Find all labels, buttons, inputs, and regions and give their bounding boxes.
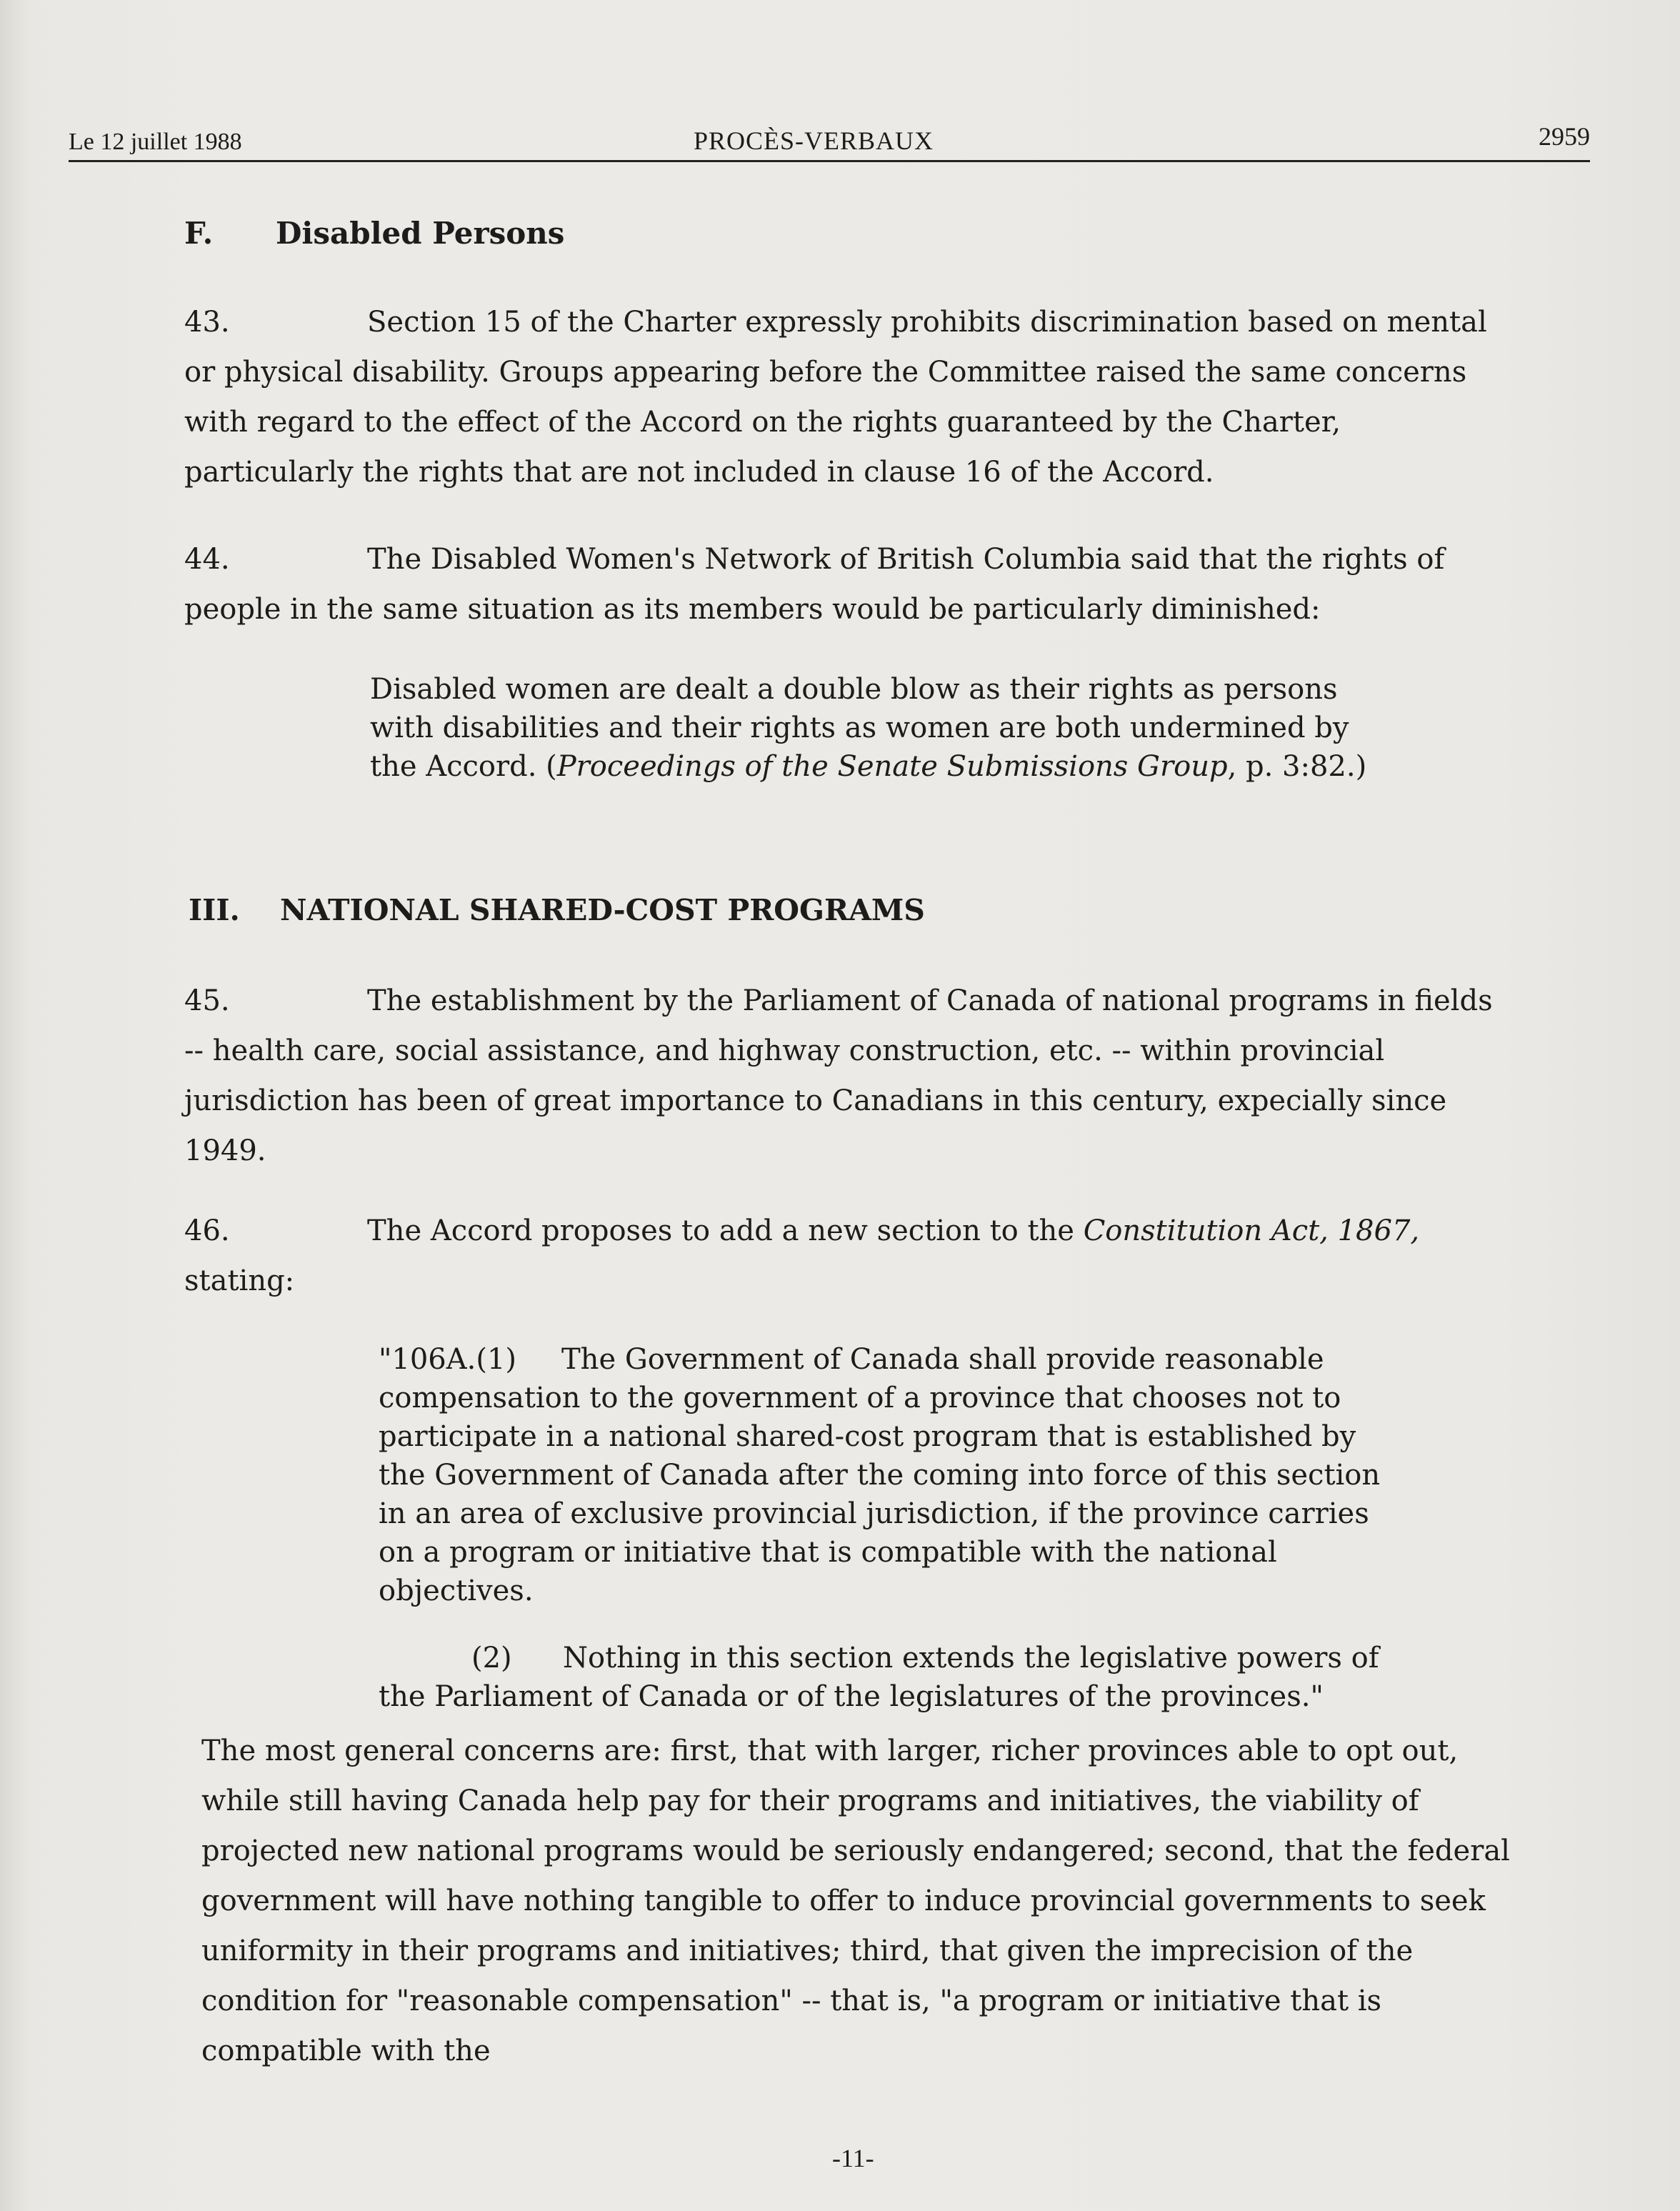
subsection-1 bbox=[379, 1340, 1407, 1610]
paragraph-44 bbox=[184, 534, 1499, 634]
subsection-2-label: (2) bbox=[471, 1642, 512, 1675]
section-f-heading bbox=[184, 216, 564, 251]
act-name: Constitution Act, 1867, bbox=[1083, 1214, 1420, 1247]
page-footer-number: -11- bbox=[832, 2144, 874, 2172]
paragraph-body: or physical disability. Groups appearing before the Committee raised the same concerns with regard to the effect of the Accord on the rights guaranteed by the Charter, particularly the rights that are not included in clause 16 of the Accord. bbox=[184, 356, 1467, 489]
paragraph-number: 46. bbox=[184, 1214, 230, 1247]
paragraph-first-line: The establishment by the Parliament of Canada of national programs in fields bbox=[367, 984, 1493, 1017]
paragraph-number: 43. bbox=[184, 306, 230, 339]
paragraph-body: stating: bbox=[184, 1264, 295, 1297]
paragraph-number: 45. bbox=[184, 984, 230, 1017]
subsection-2-text: Nothing in this section extends the legislative powers of the Parliament of Canada or of the legislatures of the provinces." bbox=[379, 1642, 1379, 1713]
section-f-title: Disabled Persons bbox=[276, 216, 565, 251]
paragraph-body: -- health care, social assistance, and highway construction, etc. -- within provincial jurisdiction has been of great importance to Canadians in this century, expecially since 1949. bbox=[184, 1034, 1447, 1167]
paragraph-first-line: Section 15 of the Charter expressly prohibits discrimination based on mental bbox=[367, 306, 1487, 339]
closing-text: The most general concerns are: first, that with larger, richer provinces able to opt out, while still having Canada help pay for their programs and initiatives, the viability of projected new national programs would be seriously endangered; second, that the federal government will have nothing tangible to offer to induce provincial governments to seek uniformity in their programs and initiatives; third, that given the imprecision of the condition for "reasonable compensation" -- that is, "a program or initiative that is compatible with the bbox=[201, 1735, 1510, 2067]
closing-paragraph bbox=[201, 1726, 1516, 2076]
quote-source: Proceedings of the Senate Submissions Group bbox=[556, 750, 1228, 783]
header-title: PROCÈS-VERBAUX bbox=[694, 126, 934, 155]
subsection-1-text: The Government of Canada shall provide reasonable compensation to the government of a province that chooses not to participate in a national shared-cost program that is established by the Government of Canada after the coming into force of this section in an area of exclusive provincial jurisdiction, if the province carries on a program or initiative that is compatible with the national objectives. bbox=[379, 1343, 1381, 1607]
subsection-2 bbox=[379, 1639, 1407, 1716]
block-quote-section-106a bbox=[379, 1340, 1407, 1716]
section-iii-title: NATIONAL SHARED-COST PROGRAMS bbox=[280, 893, 925, 927]
paragraph-number: 44. bbox=[184, 543, 230, 576]
page-header bbox=[69, 114, 1590, 162]
paragraph-first-line: The Disabled Women's Network of British Columbia said that the rights of bbox=[367, 543, 1445, 576]
header-date: Le 12 juillet 1988 bbox=[69, 129, 242, 155]
paragraph-body: people in the same situation as its members would be particularly diminished: bbox=[184, 593, 1321, 626]
section-iii-numeral: III. bbox=[189, 893, 240, 927]
paragraph-46 bbox=[184, 1206, 1506, 1306]
quote-citation: , p. 3:82.) bbox=[1227, 750, 1367, 783]
header-page-number: 2959 bbox=[1539, 122, 1590, 151]
paragraph-43 bbox=[184, 297, 1499, 497]
paragraph-first-line: The Accord proposes to add a new section to the bbox=[367, 1214, 1084, 1247]
section-f-letter: F. bbox=[184, 216, 214, 251]
quote-text: Disabled women are dealt a double blow as their rights as persons with disabilities and their rights as women are both undermined by the Accord. ( bbox=[370, 673, 1349, 783]
block-quote-disabled-women bbox=[370, 670, 1399, 786]
subsection-1-label: "106A.(1) bbox=[379, 1343, 517, 1376]
paragraph-45 bbox=[184, 976, 1506, 1176]
section-iii-heading bbox=[189, 893, 925, 927]
